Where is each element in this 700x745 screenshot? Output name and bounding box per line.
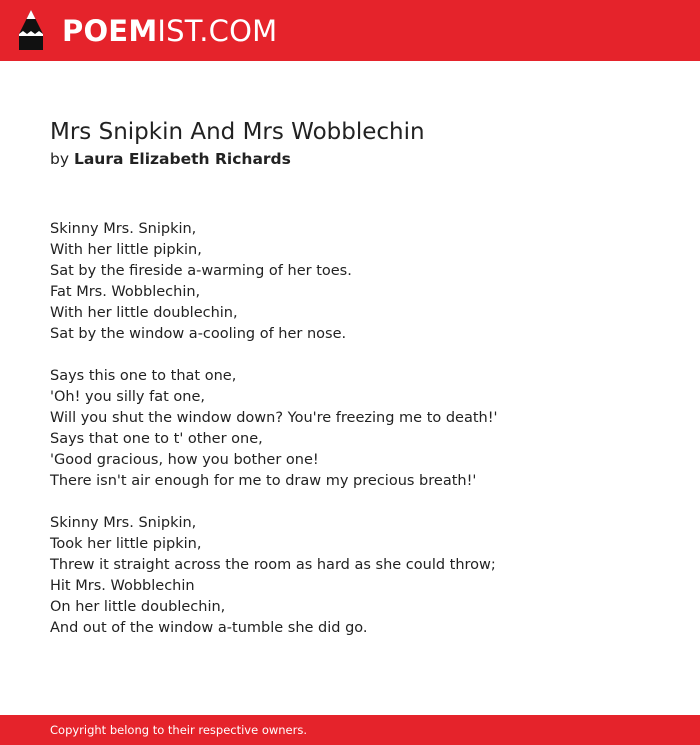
author-link[interactable]: Laura Elizabeth Richards xyxy=(73,150,291,168)
poem-line: 'Oh! you silly fat one, xyxy=(50,389,205,405)
poem-line: Says this one to that one, xyxy=(50,368,237,384)
stanza-gap xyxy=(50,345,670,366)
poem-body xyxy=(50,219,670,639)
poem-line: Will you shut the window down? You're freezing me to death!' xyxy=(50,410,498,426)
poem-line: On her little doublechin, xyxy=(50,599,226,615)
brand-light: IST.COM xyxy=(157,14,278,48)
poem-line: With her little pipkin, xyxy=(50,242,202,258)
poem-line: Says that one to t' other one, xyxy=(50,431,263,447)
poem-line: Skinny Mrs. Snipkin, xyxy=(50,515,197,531)
stanza-gap xyxy=(50,492,670,513)
poem-line: Skinny Mrs. Snipkin, xyxy=(50,221,197,237)
pencil-tip-icon[interactable] xyxy=(18,10,44,52)
poem-line: Took her little pipkin, xyxy=(50,536,202,552)
by-label: by xyxy=(50,150,70,168)
poem-title: Mrs Snipkin And Mrs Wobblechin xyxy=(50,119,425,145)
site-footer xyxy=(0,715,700,745)
poem-line: And out of the window a-tumble she did go. xyxy=(50,620,368,636)
stanza xyxy=(50,513,670,639)
poem-line: There isn't air enough for me to draw my precious breath!' xyxy=(50,473,477,489)
byline xyxy=(50,149,291,169)
copyright-text: Copyright belong to their respective owners. xyxy=(50,723,308,737)
poem-line: With her little doublechin, xyxy=(50,305,238,321)
poem-line: Fat Mrs. Wobblechin, xyxy=(50,284,201,300)
brand-bold: POEM xyxy=(62,14,158,48)
poem-line: Sat by the fireside a-warming of her toes. xyxy=(50,263,352,279)
poem-line: 'Good gracious, how you bother one! xyxy=(50,452,319,468)
stanza xyxy=(50,219,670,345)
site-header xyxy=(0,0,700,61)
site-logo-text[interactable] xyxy=(62,13,277,49)
stanza xyxy=(50,366,670,492)
poem-line: Sat by the window a-cooling of her nose. xyxy=(50,326,347,342)
poem-line: Hit Mrs. Wobblechin xyxy=(50,578,195,594)
poem-line: Threw it straight across the room as hard as she could throw; xyxy=(50,557,496,573)
